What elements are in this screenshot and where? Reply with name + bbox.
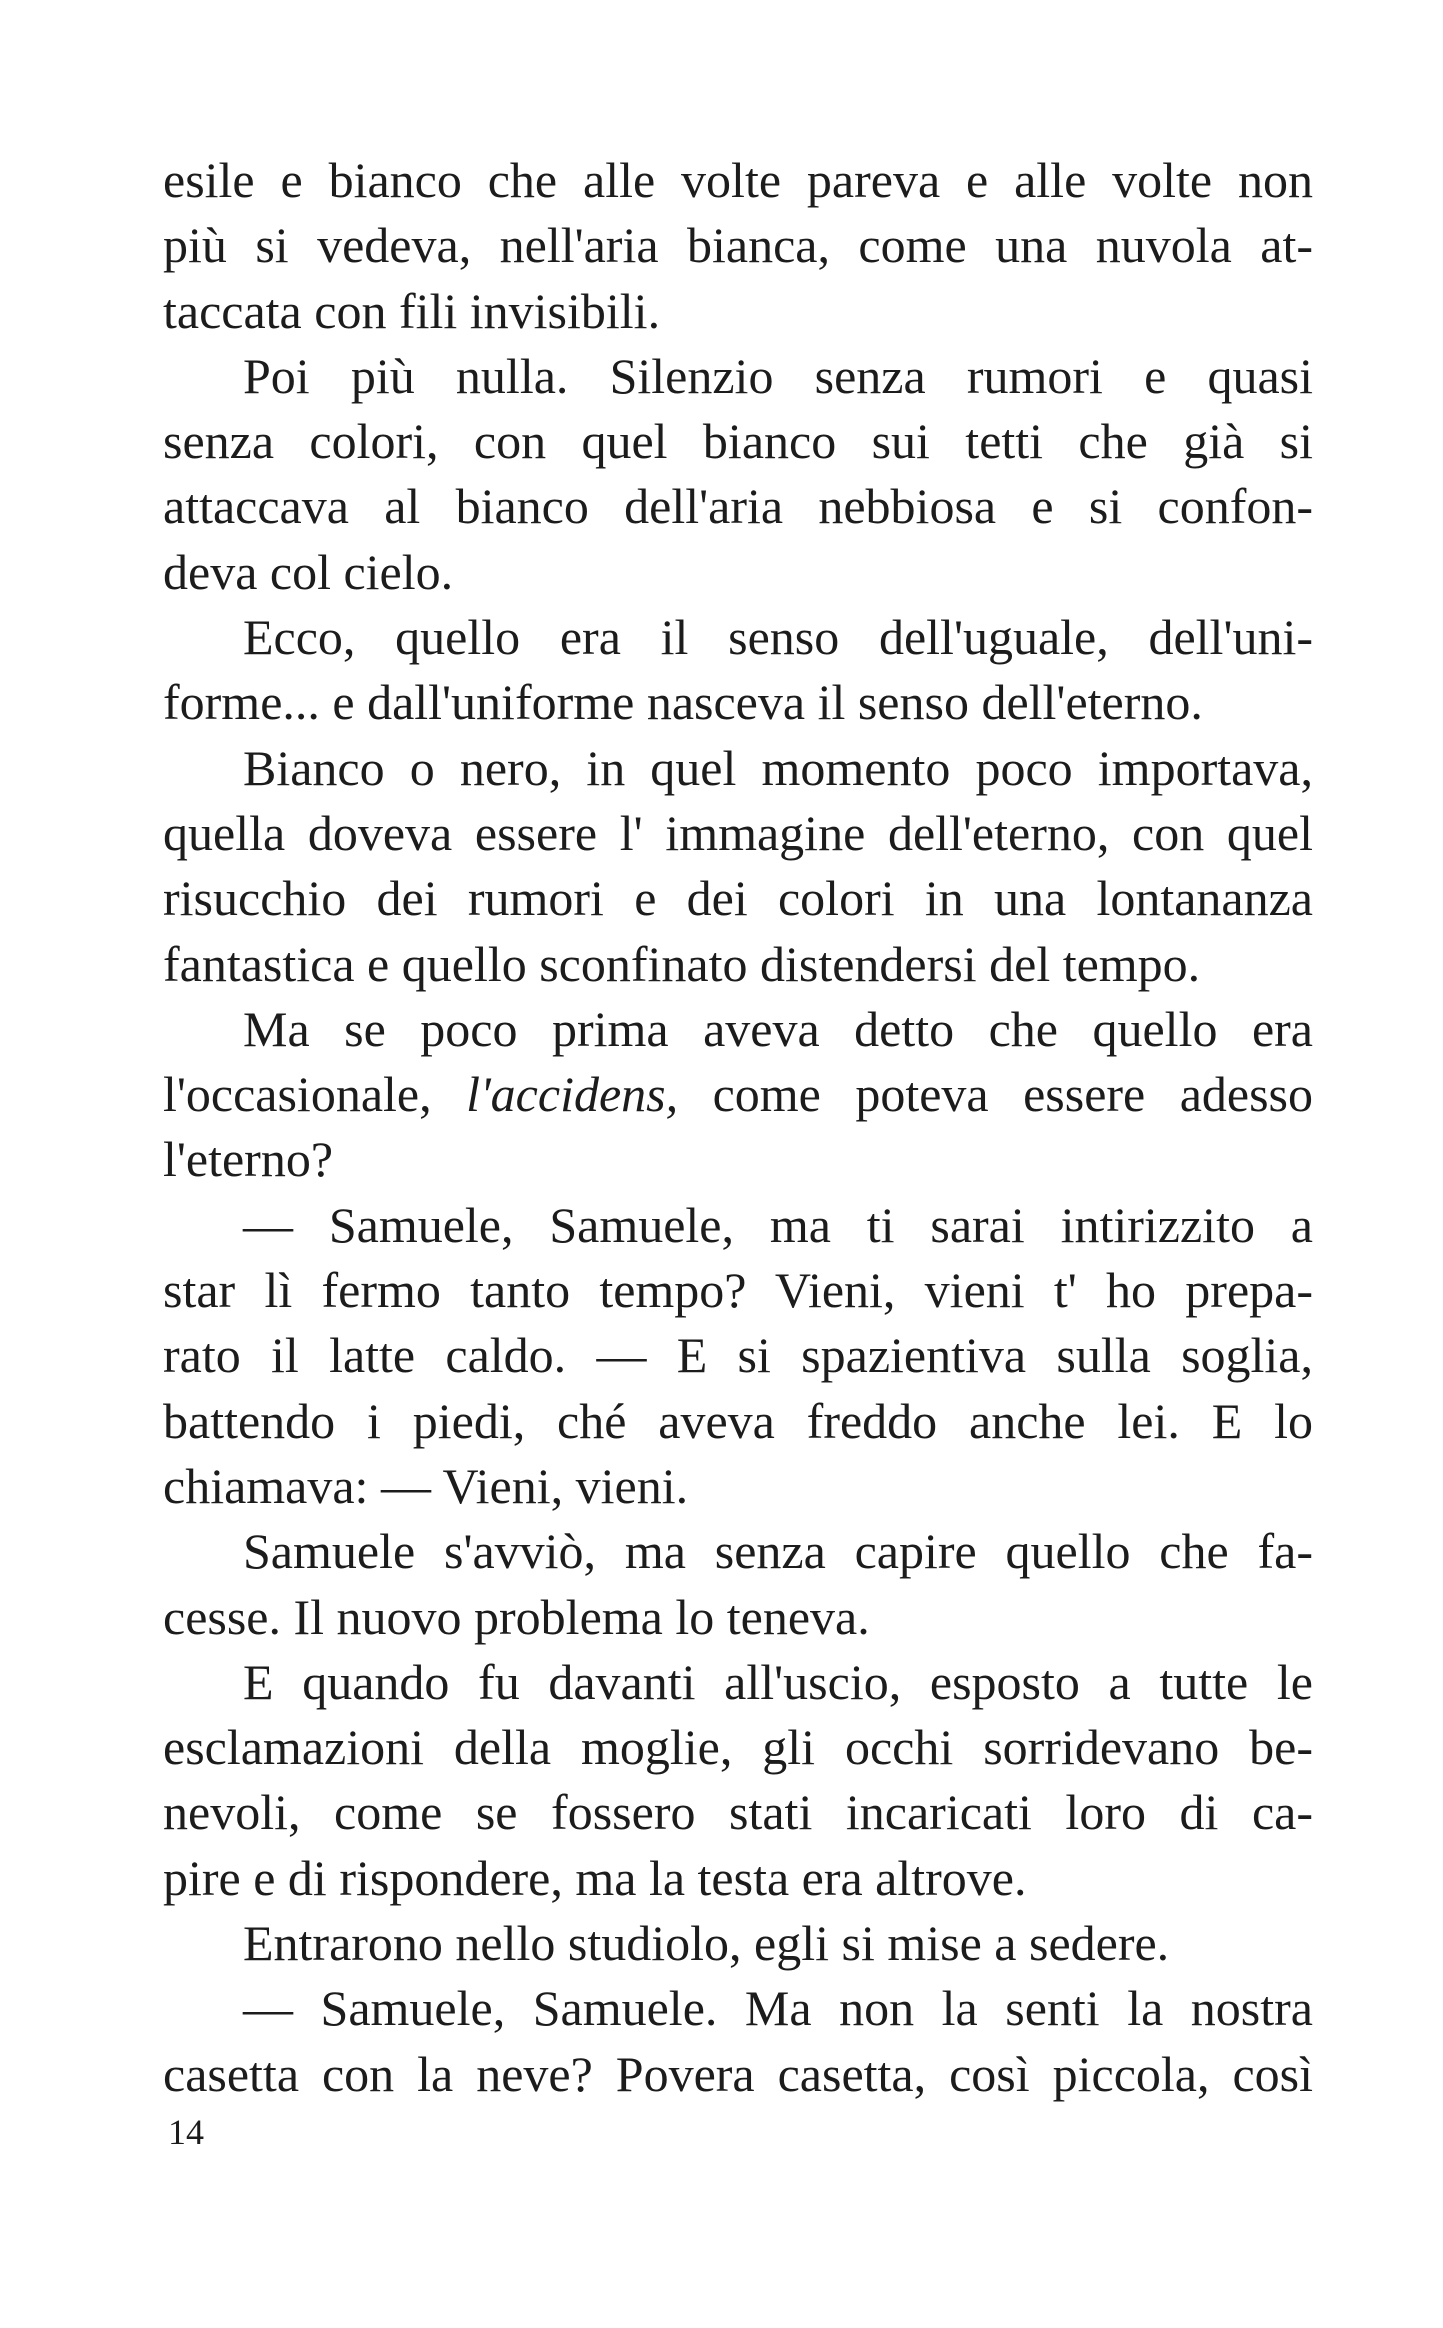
text-line: esile e bianco che alle volte pareva e alle volte non [163, 152, 1313, 208]
text-line: attaccava al bianco dell'aria nebbiosa e si confon- [163, 478, 1313, 535]
text-line: star lì fermo tanto tempo? Vieni, vieni t' ho prepa- [163, 1262, 1313, 1319]
text-line [163, 1062, 1313, 1127]
text-line: Entrarono nello studiolo, egli si mise a sedere. [243, 1915, 1170, 1972]
text-segment: come poteva essere adesso [678, 1066, 1314, 1123]
text-line: fantastica e quello sconfinato distendersi del tempo. [163, 935, 1201, 992]
text-line: forme... e dall'uniforme nasceva il senso dell'eterno. [163, 674, 1203, 731]
text-line: Samuele s'avviò, ma senza capire quello che fa- [243, 1523, 1313, 1580]
text-line: battendo i piedi, ché aveva freddo anche lei. E lo [163, 1392, 1313, 1449]
text-line: pire e di rispondere, ma la testa era altrove. [163, 1849, 1027, 1906]
text-segment: l'occasionale, [163, 1066, 467, 1123]
text-line: chiamava: — Vieni, vieni. [163, 1457, 689, 1514]
text-line: deva col cielo. [163, 543, 454, 600]
text-line: Poi più nulla. Silenzio senza rumori e quasi [243, 347, 1313, 404]
text-line: l'eterno? [163, 1131, 334, 1188]
text-line: — Samuele, Samuele, ma ti sarai intirizzito a [243, 1196, 1313, 1253]
body-text [163, 148, 1313, 2107]
text-line: Bianco o nero, in quel momento poco importava, [243, 739, 1313, 796]
text-line: — Samuele, Samuele. Ma non la senti la nostra [243, 1980, 1313, 2037]
page-number: 14 [168, 2112, 204, 2152]
text-line: risucchio dei rumori e dei colori in una lontananza [163, 870, 1313, 927]
text-line: cesse. Il nuovo problema lo teneva. [163, 1588, 870, 1645]
text-line: quella doveva essere l' immagine dell'eterno, con quel [163, 804, 1313, 861]
text-line: casetta con la neve? Povera casetta, così piccola, così [163, 2045, 1313, 2102]
text-line: taccata con fili invisibili. [163, 282, 661, 339]
italic-term: l'accidens, [466, 1066, 679, 1123]
text-line: senza colori, con quel bianco sui tetti che già si [163, 413, 1313, 470]
text-line: Ecco, quello era il senso dell'uguale, dell'uni- [243, 609, 1313, 666]
text-line: rato il latte caldo. — E si spazientiva sulla soglia, [163, 1327, 1313, 1384]
text-line: esclamazioni della moglie, gli occhi sorridevano be- [163, 1719, 1313, 1776]
text-line: più si vedeva, nell'aria bianca, come una nuvola at- [163, 217, 1313, 274]
text-line: nevoli, come se fossero stati incaricati loro di ca- [163, 1784, 1313, 1841]
text-line: Ma se poco prima aveva detto che quello era [243, 1000, 1313, 1057]
text-line: E quando fu davanti all'uscio, esposto a tutte le [243, 1653, 1313, 1710]
